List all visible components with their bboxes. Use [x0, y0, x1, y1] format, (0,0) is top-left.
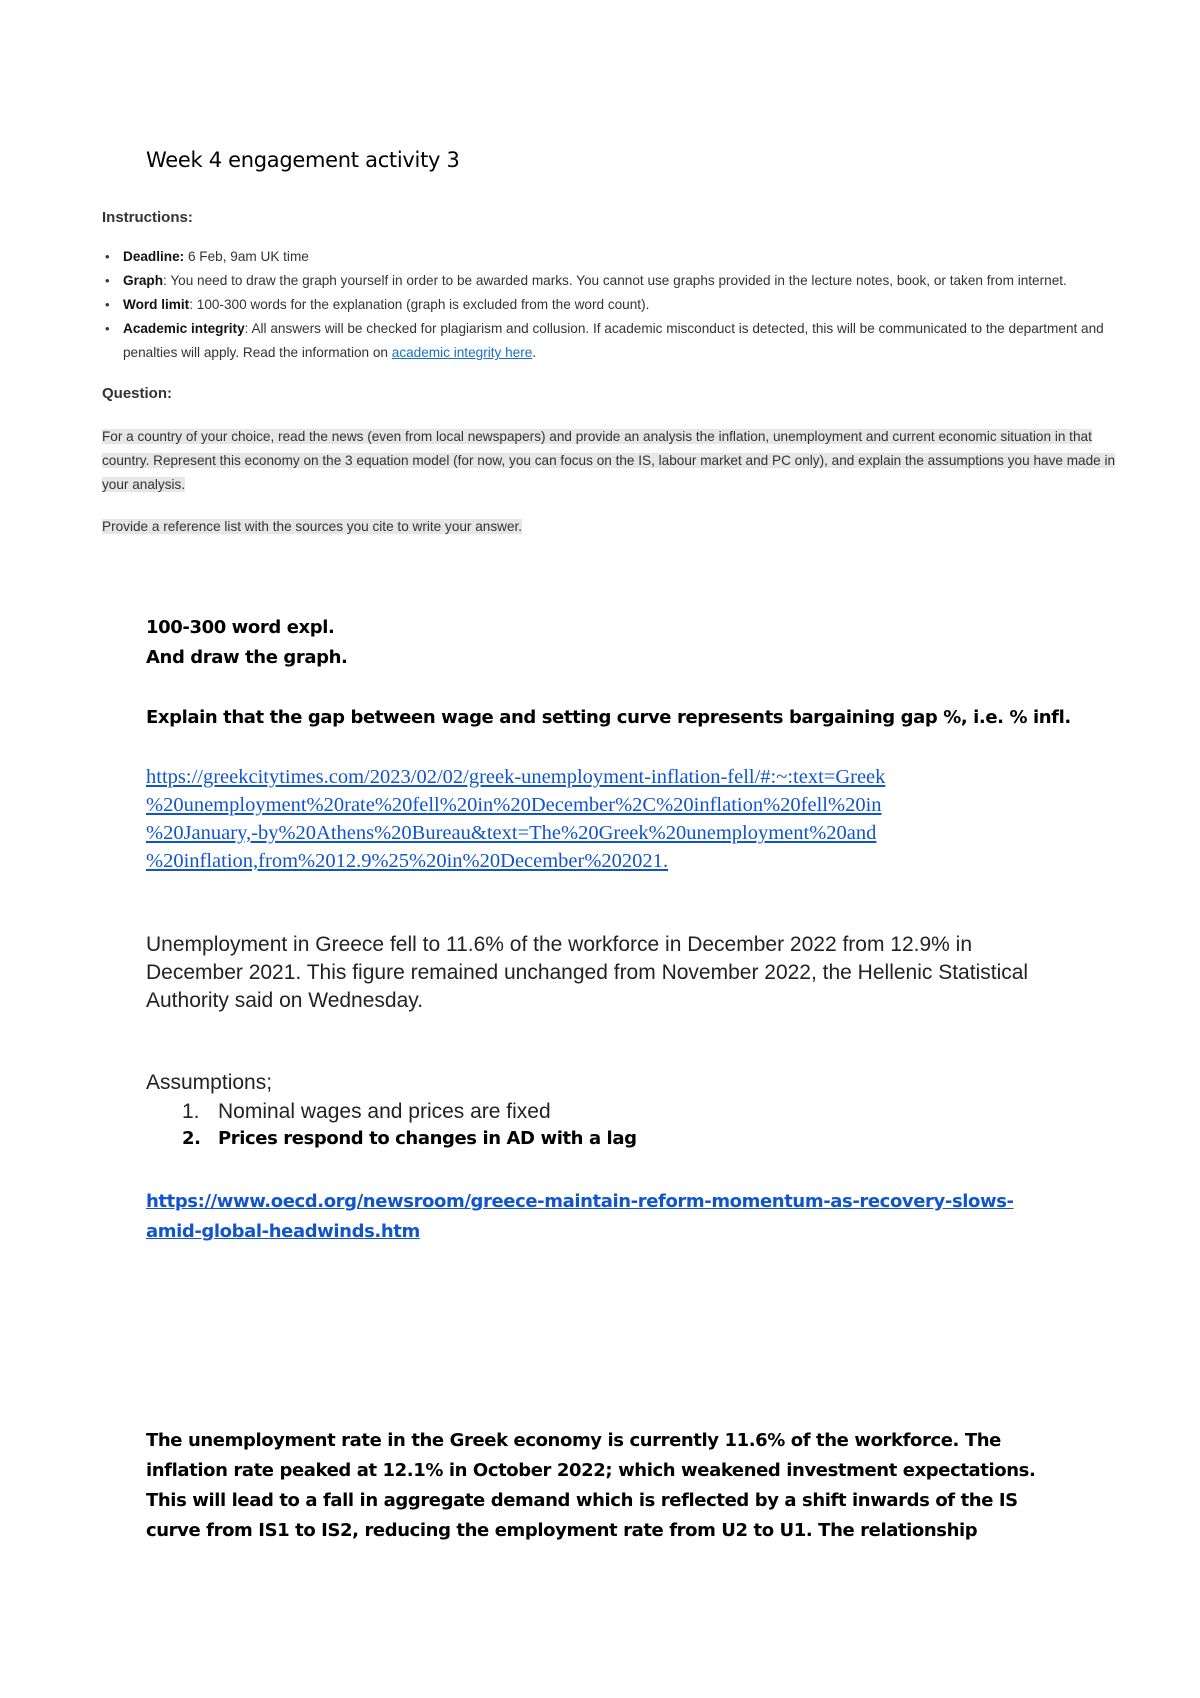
analysis-paragraph: The unemployment rate in the Greek economy is currently 11.6% of the workforce. The inflation rate peaked at 12.1% in October 2022; which weakened investment expectations. This will lead to a fall in aggregate demand which is reflected by a shift inwards of the IS curve from IS1 to IS2, reducing the employment rate from U2 to U1. The relationship — [146, 1430, 1036, 1541]
link-line[interactable]: %20unemployment%20rate%20fell%20in%20December%2C%20inflation%20fell%20in — [146, 794, 882, 816]
assumption-number: 1. — [182, 1100, 200, 1123]
highlighted-question: For a country of your choice, read the news (even from local newspapers) and provide an analysis the inflation, unemployment and current economic situation in that country. Represent this economy on the 3 equation model (for now, you can focus on the IS, labour market and PC only), and explain the assumptions you have made in your analysis. — [102, 429, 1116, 492]
instructions-heading: Instructions: — [102, 209, 193, 226]
instruction-label: Deadline: — [123, 249, 185, 264]
bullet-icon: • — [105, 297, 110, 312]
greekcitytimes-link[interactable] — [146, 763, 1046, 875]
assumption-text: Nominal wages and prices are fixed — [218, 1100, 551, 1123]
question-text — [102, 425, 1142, 497]
link-line[interactable]: %20January,-by%20Athens%20Bureau&text=The%20Greek%20unemployment%20and — [146, 822, 877, 844]
link-line[interactable]: https://greekcitytimes.com/2023/02/02/greek-unemployment-inflation-fell/#:~:text=Greek — [146, 766, 886, 788]
bullet-icon: • — [105, 273, 110, 288]
reference-instruction — [102, 515, 522, 539]
instruction-label: Graph — [123, 273, 164, 288]
note-bargaining-gap: Explain that the gap between wage and setting curve represents bargaining gap %, i.e. % infl. — [146, 707, 1071, 728]
instruction-text: : 100-300 words for the explanation (graph is excluded from the word count). — [189, 297, 650, 312]
instruction-text: : All answers will be checked for plagiarism and collusion. If academic misconduct is detected, this will be communicated to the department and penalties will apply. Read the information on — [123, 321, 1104, 360]
list-item — [105, 293, 1145, 317]
list-item — [105, 245, 1145, 269]
instruction-text: : You need to draw the graph yourself in order to be awarded marks. You cannot use graphs provided in the lecture notes, book, or taken from internet. — [163, 273, 1067, 288]
instruction-label: Word limit — [123, 297, 190, 312]
instruction-text: 6 Feb, 9am UK time — [184, 249, 309, 264]
academic-integrity-link[interactable]: academic integrity here — [391, 345, 533, 360]
instruction-text-end: . — [532, 345, 537, 360]
assumption-number: 2. — [182, 1128, 201, 1149]
assumption-text: Prices respond to changes in AD with a lag — [218, 1128, 637, 1149]
page-title: Week 4 engagement activity 3 — [146, 148, 460, 172]
list-item — [105, 269, 1145, 293]
assumption-item — [182, 1100, 551, 1124]
question-heading: Question: — [102, 385, 172, 402]
highlighted-reference: Provide a reference list with the sources you cite to write your answer. — [102, 519, 523, 534]
bullet-icon: • — [105, 321, 110, 336]
oecd-link[interactable]: https://www.oecd.org/newsroom/greece-maintain-reform-momentum-as-recovery-slows-amid-global-headwinds.htm — [146, 1191, 1014, 1242]
instructions-list — [105, 245, 1145, 365]
assumption-item — [182, 1128, 637, 1149]
link-trailing-period: . — [662, 850, 669, 872]
link-line-last[interactable] — [146, 847, 1046, 875]
assumptions-heading: Assumptions; — [146, 1071, 273, 1094]
instruction-label: Academic integrity — [123, 321, 245, 336]
link-line[interactable]: %20inflation,from%2012.9%25%20in%20December%202021 — [146, 850, 663, 872]
unemployment-paragraph: Unemployment in Greece fell to 11.6% of the workforce in December 2022 from 12.9% in December 2021. This figure remained unchanged from November 2022, the Hellenic Statistical Authority said on Wednesday. — [146, 933, 1029, 1012]
list-item — [105, 317, 1145, 365]
bullet-icon: • — [105, 249, 110, 264]
note-draw-graph: And draw the graph. — [146, 647, 348, 668]
note-word-count: 100-300 word expl. — [146, 617, 335, 638]
